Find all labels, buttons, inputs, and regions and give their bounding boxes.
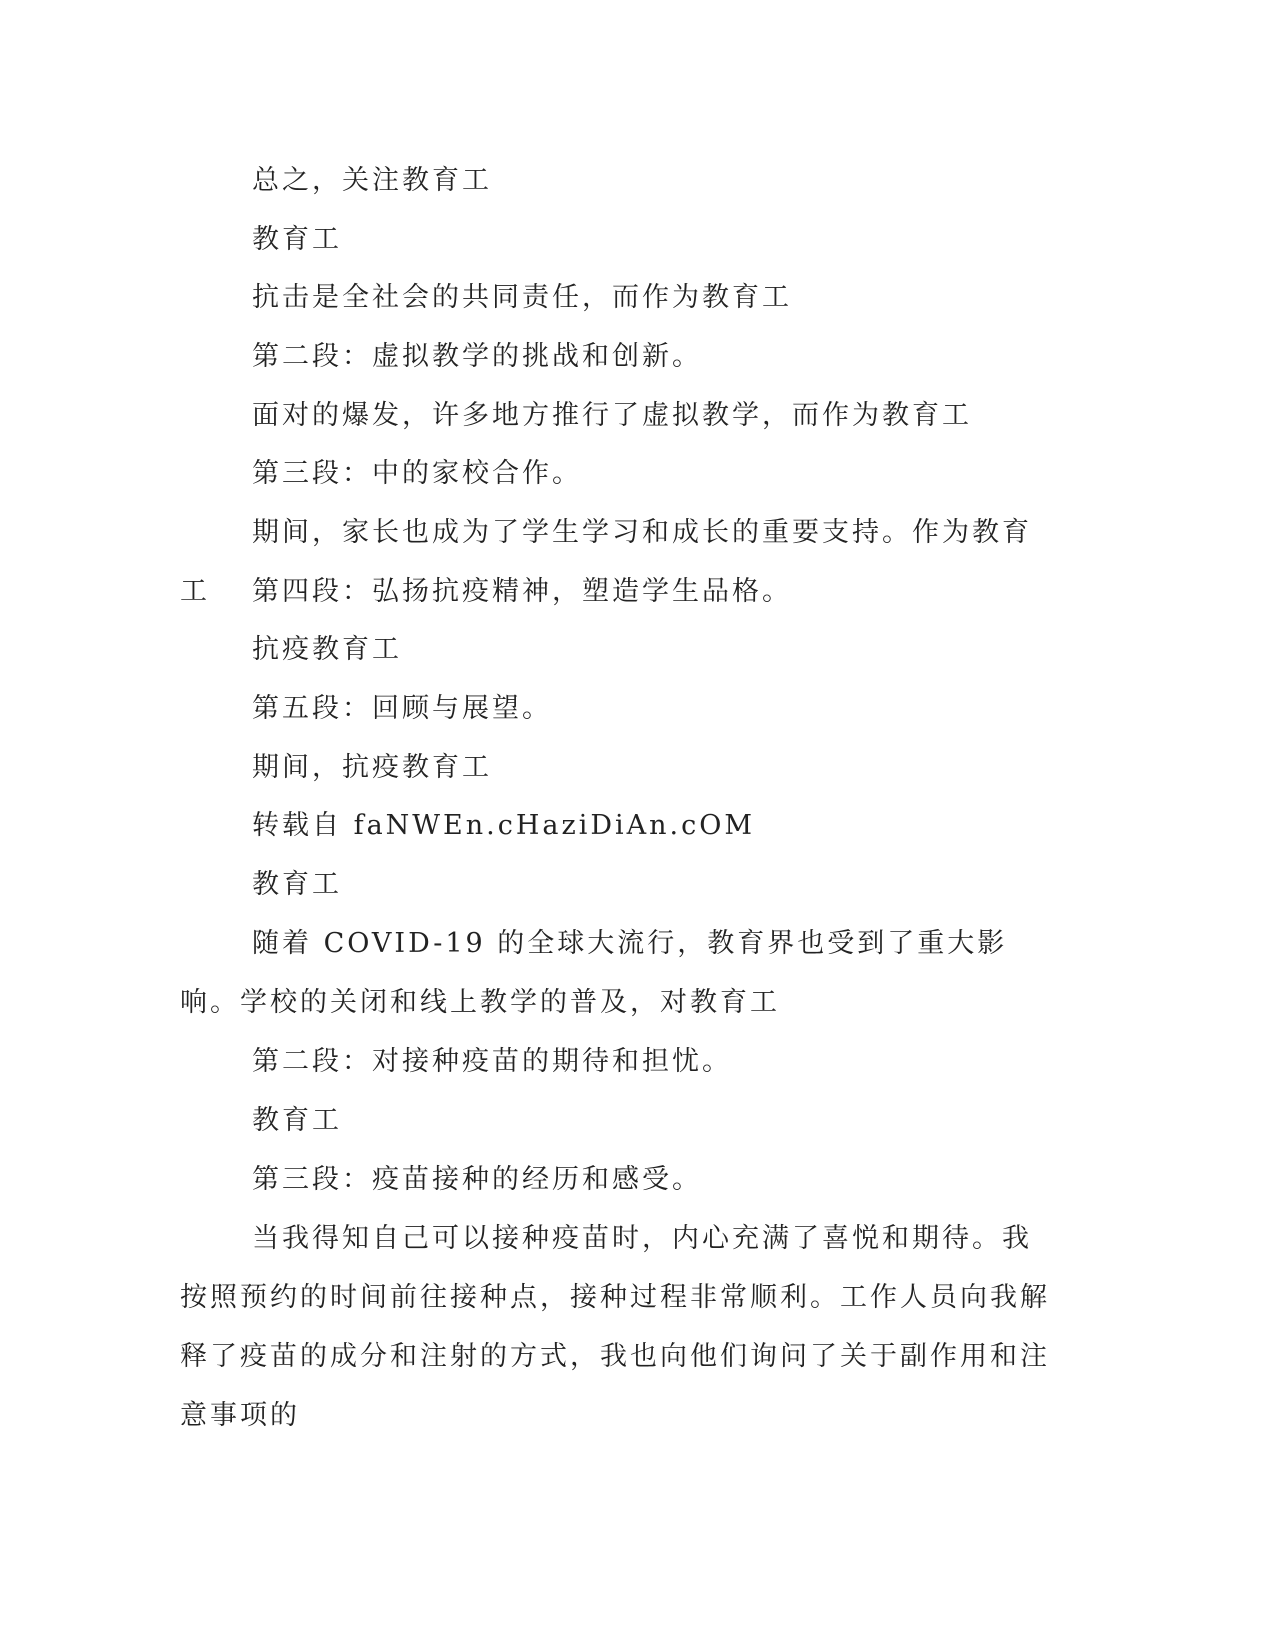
paragraph-18: 当我得知自己可以接种疫苗时，内心充满了喜悦和期待。我按照预约的时间前往接种点，接种过程非常顺利。工作人员向我解释了疫苗的成分和注射的方式，我也向他们询问了关于副作用和注意事项的 [180,1223,1050,1431]
paragraph-10: 第五段：回顾与展望。 [252,693,552,724]
paragraph-8: 第四段：弘扬抗疫精神，塑造学生品格。 [252,576,792,607]
source-note: 转载自 faNWEn.cHaziDiAn.cOM [252,810,756,841]
paragraph-1: 总之，关注教育工 [252,165,492,196]
paragraph-5: 面对的爆发，许多地方推行了虚拟教学，而作为教育工 [252,400,972,431]
paragraph-7: 期间，家长也成为了学生学习和成长的重要支持。作为教育工 [180,517,1032,607]
paragraph-14: 随着 COVID-19 的全球大流行，教育界也受到了重大影响。学校的关闭和线上教学的普及，对教育工 [180,928,1008,1018]
paragraph-17: 第三段：疫苗接种的经历和感受。 [252,1164,702,1195]
paragraph-15: 第二段：对接种疫苗的期待和担忧。 [252,1046,732,1077]
paragraph-2: 教育工 [252,224,342,255]
paragraph-6: 第三段：中的家校合作。 [252,458,582,489]
paragraph-4: 第二段：虚拟教学的挑战和创新。 [252,341,702,372]
paragraph-9: 抗疫教育工 [252,634,402,665]
paragraph-13: 教育工 [252,869,342,900]
paragraph-16: 教育工 [252,1105,342,1136]
paragraph-11: 期间，抗疫教育工 [252,752,492,783]
paragraph-3: 抗击是全社会的共同责任，而作为教育工 [252,282,792,313]
